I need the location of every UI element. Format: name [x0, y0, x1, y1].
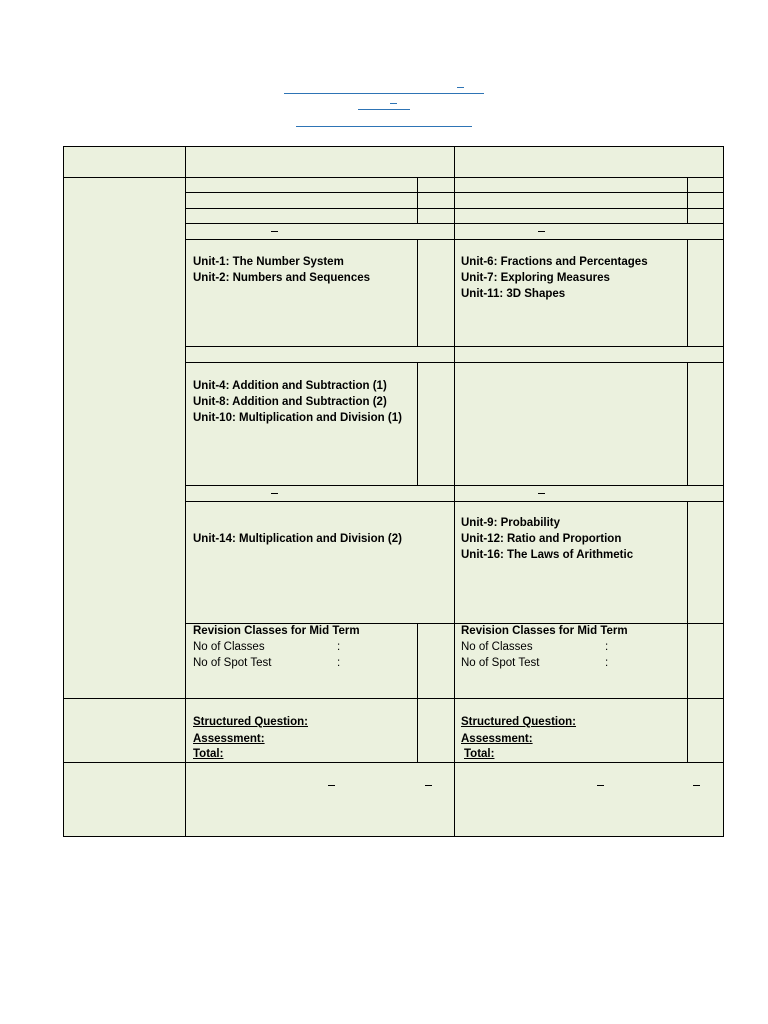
- dash-left-1: [271, 231, 278, 232]
- subcol-right-1: [687, 177, 688, 223]
- left-assessment: Assessment:: [193, 733, 265, 745]
- dash-right-4: [693, 785, 700, 786]
- right-classes-colon: :: [605, 641, 609, 653]
- header-link-dash-1: [457, 87, 464, 88]
- row-sep-d: [185, 239, 724, 240]
- right-spot-colon: :: [605, 657, 609, 669]
- right-no-of-spot-test: No of Spot Test: [461, 657, 540, 669]
- left-unit-4: Unit-4: Addition and Subtraction (1): [193, 380, 387, 392]
- row-sep-b: [185, 208, 724, 209]
- right-unit-16: Unit-16: The Laws of Arithmetic: [461, 549, 634, 561]
- right-unit-6: Unit-6: Fractions and Percentages: [461, 256, 648, 268]
- header-link-line-2[interactable]: [358, 109, 410, 110]
- subcol-left-4: [417, 623, 418, 762]
- left-unit-2: Unit-2: Numbers and Sequences: [193, 272, 371, 284]
- left-unit-14: Unit-14: Multiplication and Division (2): [193, 533, 402, 545]
- subcol-right-2: [687, 239, 688, 346]
- row-sep-c: [185, 223, 724, 224]
- left-revision-title: Revision Classes for Mid Term: [193, 625, 360, 637]
- col-sep-1: [185, 146, 186, 837]
- row-sep-h: [185, 501, 724, 502]
- right-assessment: Assessment:: [461, 733, 533, 745]
- row-sep-a: [185, 192, 724, 193]
- table-border-bottom: [63, 836, 724, 837]
- subcol-right-4: [687, 501, 688, 762]
- dash-left-2: [271, 493, 278, 494]
- dash-right-3: [597, 785, 604, 786]
- header-link-line-3[interactable]: [296, 126, 472, 127]
- table-border-left: [63, 146, 64, 837]
- table-border-right: [723, 146, 724, 837]
- right-structured-question: Structured Question:: [461, 716, 577, 728]
- header-link-line-1[interactable]: [284, 93, 484, 94]
- right-unit-9: Unit-9: Probability: [461, 517, 561, 529]
- right-no-of-classes: No of Classes: [461, 641, 533, 653]
- left-spot-colon: :: [337, 657, 341, 669]
- row-sep-g: [185, 485, 724, 486]
- left-classes-colon: :: [337, 641, 341, 653]
- row-sep-assessment: [63, 698, 724, 699]
- row-sep-f: [185, 362, 724, 363]
- dash-right-2: [538, 493, 545, 494]
- subcol-left-3: [417, 362, 418, 485]
- left-unit-10: Unit-10: Multiplication and Division (1): [193, 412, 402, 424]
- left-no-of-classes: No of Classes: [193, 641, 265, 653]
- left-unit-1: Unit-1: The Number System: [193, 256, 344, 268]
- dash-left-3: [328, 785, 335, 786]
- right-unit-12: Unit-12: Ratio and Proportion: [461, 533, 622, 545]
- right-total: Total:: [464, 748, 495, 760]
- left-unit-8: Unit-8: Addition and Subtraction (2): [193, 396, 387, 408]
- left-structured-question: Structured Question:: [193, 716, 309, 728]
- left-total: Total:: [193, 748, 224, 760]
- right-revision-title: Revision Classes for Mid Term: [461, 625, 628, 637]
- schedule-table: [63, 146, 724, 837]
- row-sep-e: [185, 346, 724, 347]
- col-sep-2: [454, 146, 455, 837]
- right-unit-7: Unit-7: Exploring Measures: [461, 272, 610, 284]
- table-border-top: [63, 146, 724, 147]
- right-unit-11: Unit-11: 3D Shapes: [461, 288, 566, 300]
- subcol-left-2: [417, 239, 418, 346]
- dash-right-1: [538, 231, 545, 232]
- dash-left-4: [425, 785, 432, 786]
- header-link-dash-2: [390, 103, 397, 104]
- row-sep-header: [63, 177, 724, 178]
- row-sep-final: [63, 762, 724, 763]
- left-no-of-spot-test: No of Spot Test: [193, 657, 272, 669]
- subcol-left-1: [417, 177, 418, 223]
- subcol-right-3: [687, 362, 688, 485]
